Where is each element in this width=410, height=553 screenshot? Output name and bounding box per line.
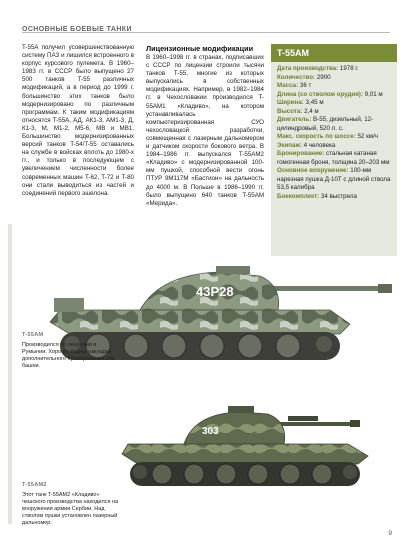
caption-1-text: Производился по лицензии в Румынии. Хорошо видны накладки дополнительного бронирования лба башни.: [22, 342, 115, 369]
tank-1-turret-number: 43P28: [196, 284, 234, 299]
tank-1-hull: [50, 310, 350, 334]
tank-2-turret-number: 303: [202, 426, 219, 437]
spec-row: [277, 65, 391, 74]
spec-label: Ширина:: [277, 99, 304, 106]
spec-value: 4 человека: [303, 141, 336, 149]
spec-label: Боекомплект:: [277, 192, 320, 200]
column-2-heading: Лицензионные модификации: [146, 44, 254, 53]
spec-value: 9,01 м: [364, 90, 383, 98]
spec-row: [277, 74, 391, 83]
spec-value: 3,45 м: [305, 99, 324, 106]
text-column-2: [146, 44, 264, 208]
spec-label: Макс. скорость по шоссе:: [277, 133, 356, 140]
caption-2-name: T-55AM2: [22, 482, 47, 488]
page-header: [22, 18, 390, 33]
spec-row: [277, 167, 391, 193]
spec-label: Длина (со стволом орудия):: [277, 90, 363, 98]
section-title: ОСНОВНЫЕ БОЕВЫЕ ТАНКИ: [22, 26, 132, 33]
text-column-1: [22, 44, 134, 198]
spec-value: 52 км/ч: [357, 133, 378, 140]
spec-label: Бронирование:: [277, 150, 325, 157]
spec-value: 100-мм нарезная пушка Д-10Т с длиной ствола 53,5 калибра: [277, 167, 391, 191]
decorative-side-stripe: [8, 224, 12, 524]
spec-value: 1978 г.: [339, 65, 359, 72]
spec-value: 2,4 м: [304, 107, 319, 115]
spec-row: [277, 150, 391, 167]
page-number: 9: [388, 530, 392, 537]
spec-row: [277, 82, 391, 91]
spec-value: В-55, дизельный, 12-цилиндровый, 520 л. с.: [277, 116, 374, 132]
caption-2-text: Этот танк T-55AM2 «Кладиво» чешского производства находился на вооружении армии Сербии. Над стволом пушки установлен лазерный дальномер.: [22, 492, 119, 526]
spec-row: [277, 108, 391, 117]
spec-value: 36 т: [299, 82, 312, 89]
caption-1-name: T-55AM: [22, 332, 44, 338]
spec-value: 2900: [316, 73, 331, 81]
spec-label: Двигатель:: [277, 116, 312, 123]
column-1-text: T-55A получил усовершенствованную систему ПАЗ и лишился встроенного в корпус курсового пулемета. В 1960–1983 гг. в СССР было выпущено 27 500 танков T-55 различных модификаций, а в период до 1999 г. большинство этих танков было модернизировано по различным программам. К таким модификациям относятся T-55A, АД, АК1-3, АМ1-3, Д, К1-3, М, М1-2, М5-6, МВ и МВ1. Большинство модернизированных версий танков T-54/T-55 оставались на службе в войсках вплоть до 1980-х гг., и только в последующем с увеличением численности более современных машин T-62, T-72 и T-80 они стали выводиться из частей и соединений первого эшелона.: [22, 44, 134, 197]
spec-row: [277, 142, 391, 151]
spec-value: стальная катаная гомогенная броня, толщина 20–203 мм: [277, 150, 390, 166]
tank-2-turret: [184, 412, 285, 444]
spec-label: Дата производства:: [277, 65, 339, 72]
tank-illustration-2: [118, 400, 398, 492]
spec-label: Высота:: [277, 107, 303, 115]
tank-2-hull: [122, 444, 368, 464]
spec-row: [277, 133, 391, 142]
spec-label: Основное вооружение:: [277, 167, 349, 174]
spec-row: [277, 91, 391, 100]
spec-list: [271, 62, 397, 204]
spec-row: [277, 116, 391, 133]
column-2-text: В 1960–1998 гг. в странах, подписавших с СССР по лицензии строили тысячи танков T-55, многие из которых выпускались в собственных модификациях. Например, в 1982–1984 гг. в Чехословакии производился T-55AM1 «Кладиво», на котором устанавливалась компьютеризированная СУО чехословацкой разработки, совмещенная с лазерным дальномером и датчиком скорости бокового ветра. В 1984–1986 гг. выпускался T-55AM2 «Кладиво» с модернизированной 100-мм пушкой, способной вести огонь ПТУР 9М117М «Бастион» на дальность до 4000 м. В Польше в 1986–1990 гг. было выпущено 640 танков T-55AM «Мерида».: [146, 54, 264, 207]
spec-title: T-55AM: [271, 44, 397, 62]
spec-label: Масса:: [277, 82, 299, 89]
specifications-box: [271, 44, 397, 256]
spec-row: [277, 99, 391, 108]
spec-label: Количество:: [277, 73, 316, 81]
spec-value: 34 выстрела: [320, 192, 357, 200]
spec-row: [277, 193, 391, 202]
spec-label: Экипаж:: [277, 141, 302, 149]
